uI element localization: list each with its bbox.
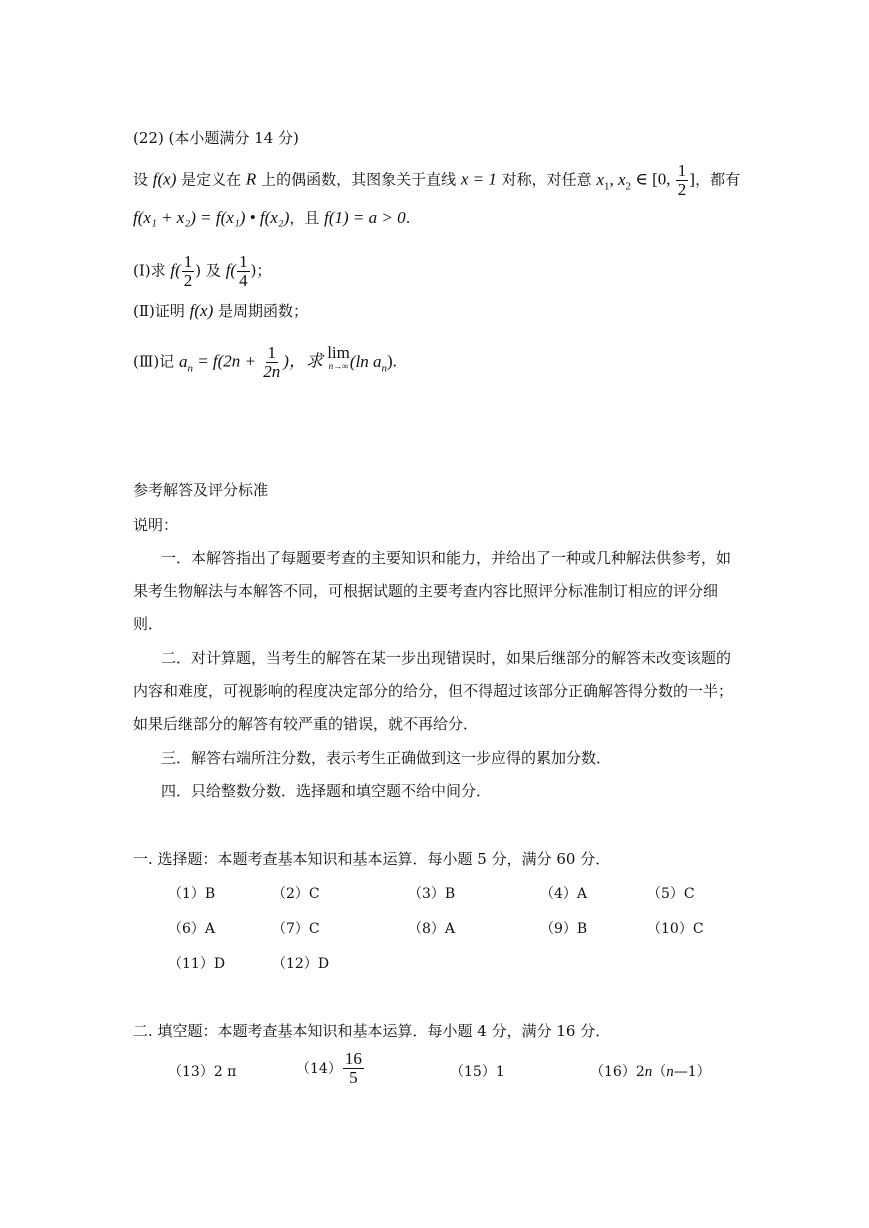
fill-answer-15: （15）1 — [450, 1064, 505, 1080]
choice-answer: （12）D — [272, 956, 330, 972]
math-f: f( — [170, 260, 181, 280]
math-an: $a_n$ — [178, 351, 193, 374]
note-item-2-line-3: 如果后继部分的解答有较严重的错误，就不再给分． — [133, 715, 479, 733]
math-eq: = f(2n + — [192, 351, 261, 371]
choice-answer: （4）A — [540, 886, 588, 902]
text: . — [405, 209, 411, 227]
text: ). — [387, 351, 397, 371]
fraction-half: $\frac{1}{2}$ — [677, 161, 687, 199]
math-close: )，求 — [283, 351, 328, 371]
math-functional-equation: f(x₁ + x₂) = f(x₁) • f(x₂) — [133, 208, 290, 227]
math-f: f( — [225, 260, 237, 280]
math-ln: (ln $a_n$ — [349, 351, 388, 374]
note-label: 说明： — [133, 516, 179, 534]
text: 设 — [133, 170, 153, 189]
math-f1: f(1) = a > 0 — [324, 208, 406, 227]
question-1 — [133, 253, 271, 290]
text: 上的偶函数，其图象关于直线 — [256, 170, 461, 189]
text: ，且 — [289, 209, 325, 227]
problem-line-2 — [133, 208, 410, 228]
math-R: R — [245, 169, 257, 189]
note-item-3: 三．解答右端所注分数，表示考生正确做到这一步应得的累加分数． — [161, 749, 612, 767]
choice-answer: （11）D — [168, 956, 226, 972]
math-fx: f(x) — [189, 301, 214, 320]
note-item-1-line-1: 一．本解答指出了每题要考查的主要知识和能力，并给出了一种或几种解法供参考，如 — [161, 549, 732, 567]
q1-label: (Ⅰ)求 — [133, 261, 171, 280]
note-item-4: 四．只给整数分数．选择题和填空题不给中间分． — [161, 782, 492, 800]
math-fx: f(x) — [152, 169, 177, 189]
choice-answer: （5）C — [647, 886, 695, 902]
choice-answer: （6）A — [168, 921, 216, 937]
solution-title: 参考解答及评分标准 — [133, 481, 269, 499]
text: 是定义在 — [176, 170, 246, 189]
fraction-1-2n: $\frac{1}{2n}$ — [263, 343, 281, 381]
fraction-1-4: $\frac{1}{4}$ — [239, 252, 248, 290]
note-item-2-line-2: 内容和难度，可视影响的程度决定部分的给分，但不得超过该部分正确解答得分数的一半； — [133, 682, 734, 700]
choice-answer: （8）A — [408, 921, 456, 937]
problem-line-1 — [133, 162, 740, 199]
note-item-2-line-1: 二．对计算题，当考生的解答在某一步出现错误时，如果后继部分的解答未改变该题的 — [161, 649, 732, 667]
fraction-16-5: $\frac{16}{5}$ — [344, 1049, 362, 1087]
question-2 — [133, 301, 308, 321]
fill-answer-16: （16）2n（n—1） — [590, 1064, 711, 1080]
choice-answer: （10）C — [647, 921, 704, 937]
text: )； — [250, 261, 272, 280]
math-limit: lim n→∞ — [327, 343, 350, 371]
q2-label: (Ⅱ)证明 — [133, 302, 190, 320]
choice-answer: （1）B — [168, 886, 216, 902]
q3-label: (Ⅲ)记 — [133, 352, 179, 371]
fill-answer-13: （13）2 π — [168, 1064, 237, 1080]
text: ]，都有 — [689, 170, 741, 189]
note-item-1-line-3: 则． — [133, 615, 164, 633]
problem-header: (22) (本小题满分 14 分) — [133, 129, 299, 147]
text: 对称，对任意 — [496, 170, 597, 189]
choice-answer: （7）C — [272, 921, 320, 937]
choice-answer: （2）C — [272, 886, 320, 902]
choice-header: 一. 选择题：本题考查基本知识和基本运算．每小题 5 分，满分 60 分． — [133, 850, 611, 868]
text: ) 及 — [195, 261, 226, 280]
choice-answer: （9）B — [540, 921, 588, 937]
note-item-1-line-2: 果考生物解法与本解答不同，可根据试题的主要考查内容比照评分标准制订相应的评分细 — [133, 582, 719, 600]
math-x-eq-1: x = 1 — [460, 169, 497, 189]
choice-answer: （3）B — [408, 886, 456, 902]
math-interval: ∈ [0, — [631, 169, 675, 189]
fill-answer-14: （14） $\frac{16}{5}$ — [296, 1049, 362, 1087]
text: 是周期函数； — [213, 302, 309, 320]
fraction-1-2: $\frac{1}{2}$ — [183, 252, 193, 290]
question-3 — [133, 344, 397, 381]
fill-header: 二. 填空题：本题考查基本知识和基本运算．每小题 4 分，满分 16 分． — [133, 1022, 611, 1040]
math-x1: $x_1$, $x_2$ — [596, 169, 632, 192]
